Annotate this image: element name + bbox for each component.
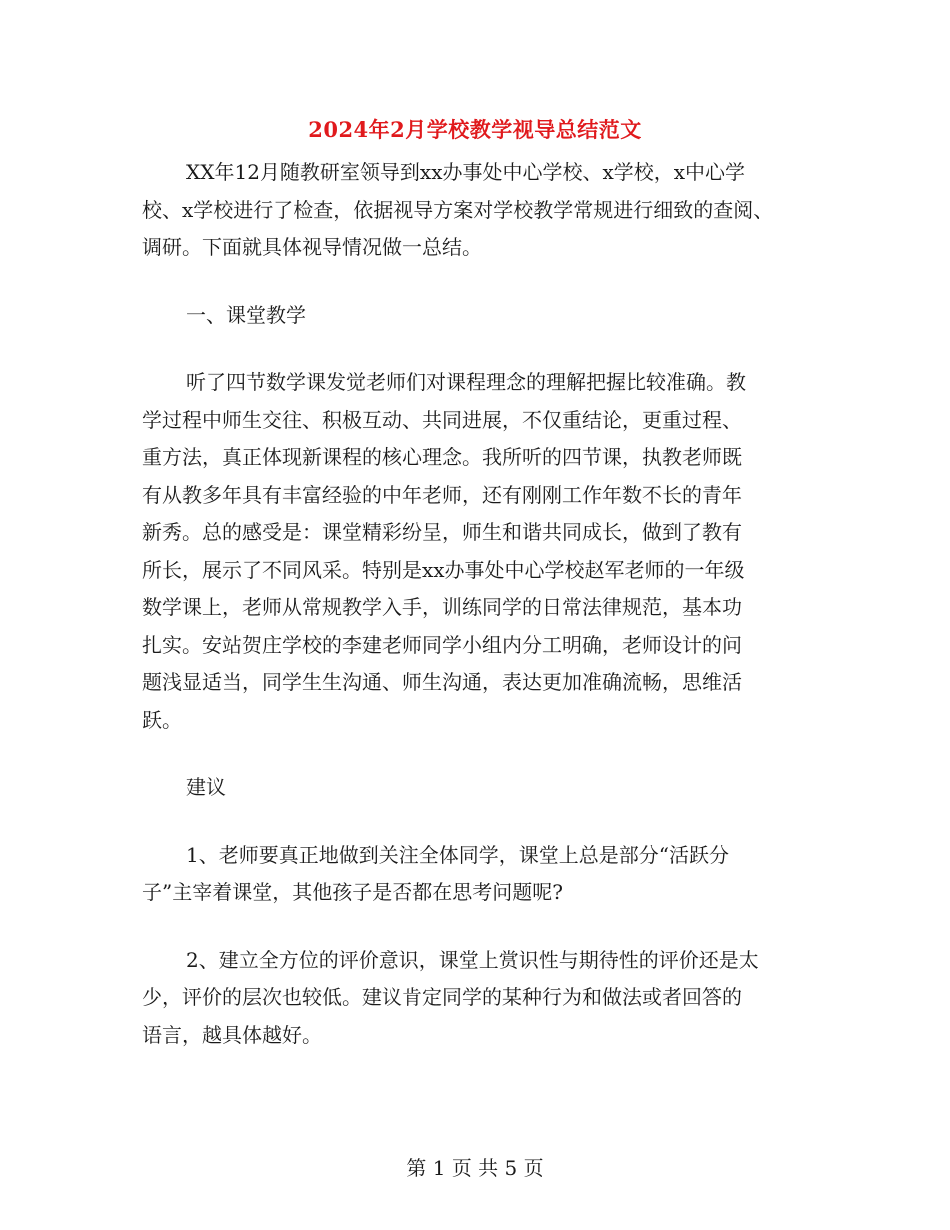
paragraph-line: 重方法，真正体现新课程的核心理念。我所听的四节课，执教老师既: [142, 445, 742, 469]
paragraph-line: 跃。: [142, 707, 182, 732]
paragraph-line: 题浅显适当，同学生生沟通、师生沟通，表达更加准确流畅，思维活: [142, 670, 742, 694]
suggestion-item-1: [142, 837, 818, 912]
suggestion-item-2: [142, 942, 818, 1055]
paragraph-line: 新秀。总的感受是：课堂精彩纷呈，师生和谐共同成长，做到了教有: [142, 520, 742, 544]
paragraph-line: 语言，越具体越好。: [142, 1022, 322, 1047]
paragraph-intro: [142, 154, 818, 267]
paragraph-line: 听了四节数学课发觉老师们对课程理念的理解把握比较准确。教: [186, 370, 746, 394]
heading-text: 一、课堂教学: [186, 302, 306, 327]
heading-text: 建议: [186, 775, 226, 799]
paragraph-line: 数学课上，老师从常规教学入手，训练同学的日常法律规范，基本功: [142, 595, 742, 619]
document-body: [142, 154, 818, 1054]
page-number-footer: 第 1 页 共 5 页: [406, 1156, 544, 1180]
paragraph-line: 所长，展示了不同风采。特别是xx办事处中心学校赵军老师的一年级: [142, 557, 745, 582]
paragraph-line: 有从教多年具有丰富经验的中年老师，还有刚刚工作年数不长的青年: [142, 482, 742, 507]
section-heading-suggestions: [142, 769, 818, 807]
paragraph-line: 子”主宰着课堂，其他孩子是否都在思考问题呢?: [142, 880, 563, 904]
paragraph-line: 少，评价的层次也较低。建议肯定同学的某种行为和做法或者回答的: [142, 985, 742, 1009]
paragraph-classroom-observation: [142, 364, 818, 739]
paragraph-line: 1、老师要真正地做到关注全体同学，课堂上总是部分“活跃分: [186, 842, 729, 867]
paragraph-line: 扎实。安站贺庄学校的李建老师同学小组内分工明确，老师设计的问: [142, 632, 742, 657]
paragraph-line: 调研。下面就具体视导情况做一总结。: [142, 235, 482, 259]
section-heading-classroom: [142, 297, 818, 335]
paragraph-line: 学过程中师生交往、积极互动、共同进展，不仅重结论，更重过程、: [142, 407, 742, 432]
paragraph-line: 2、建立全方位的评价意识，课堂上赏识性与期待性的评价还是太: [186, 947, 759, 972]
document-title: 2024年2月学校教学视导总结范文: [308, 117, 642, 142]
paragraph-line: XX年12月随教研室领导到xx办事处中心学校、x学校，x中心学: [186, 160, 746, 184]
paragraph-line: 校、x学校进行了检查，依据视导方案对学校教学常规进行细致的查阅、: [142, 197, 774, 222]
